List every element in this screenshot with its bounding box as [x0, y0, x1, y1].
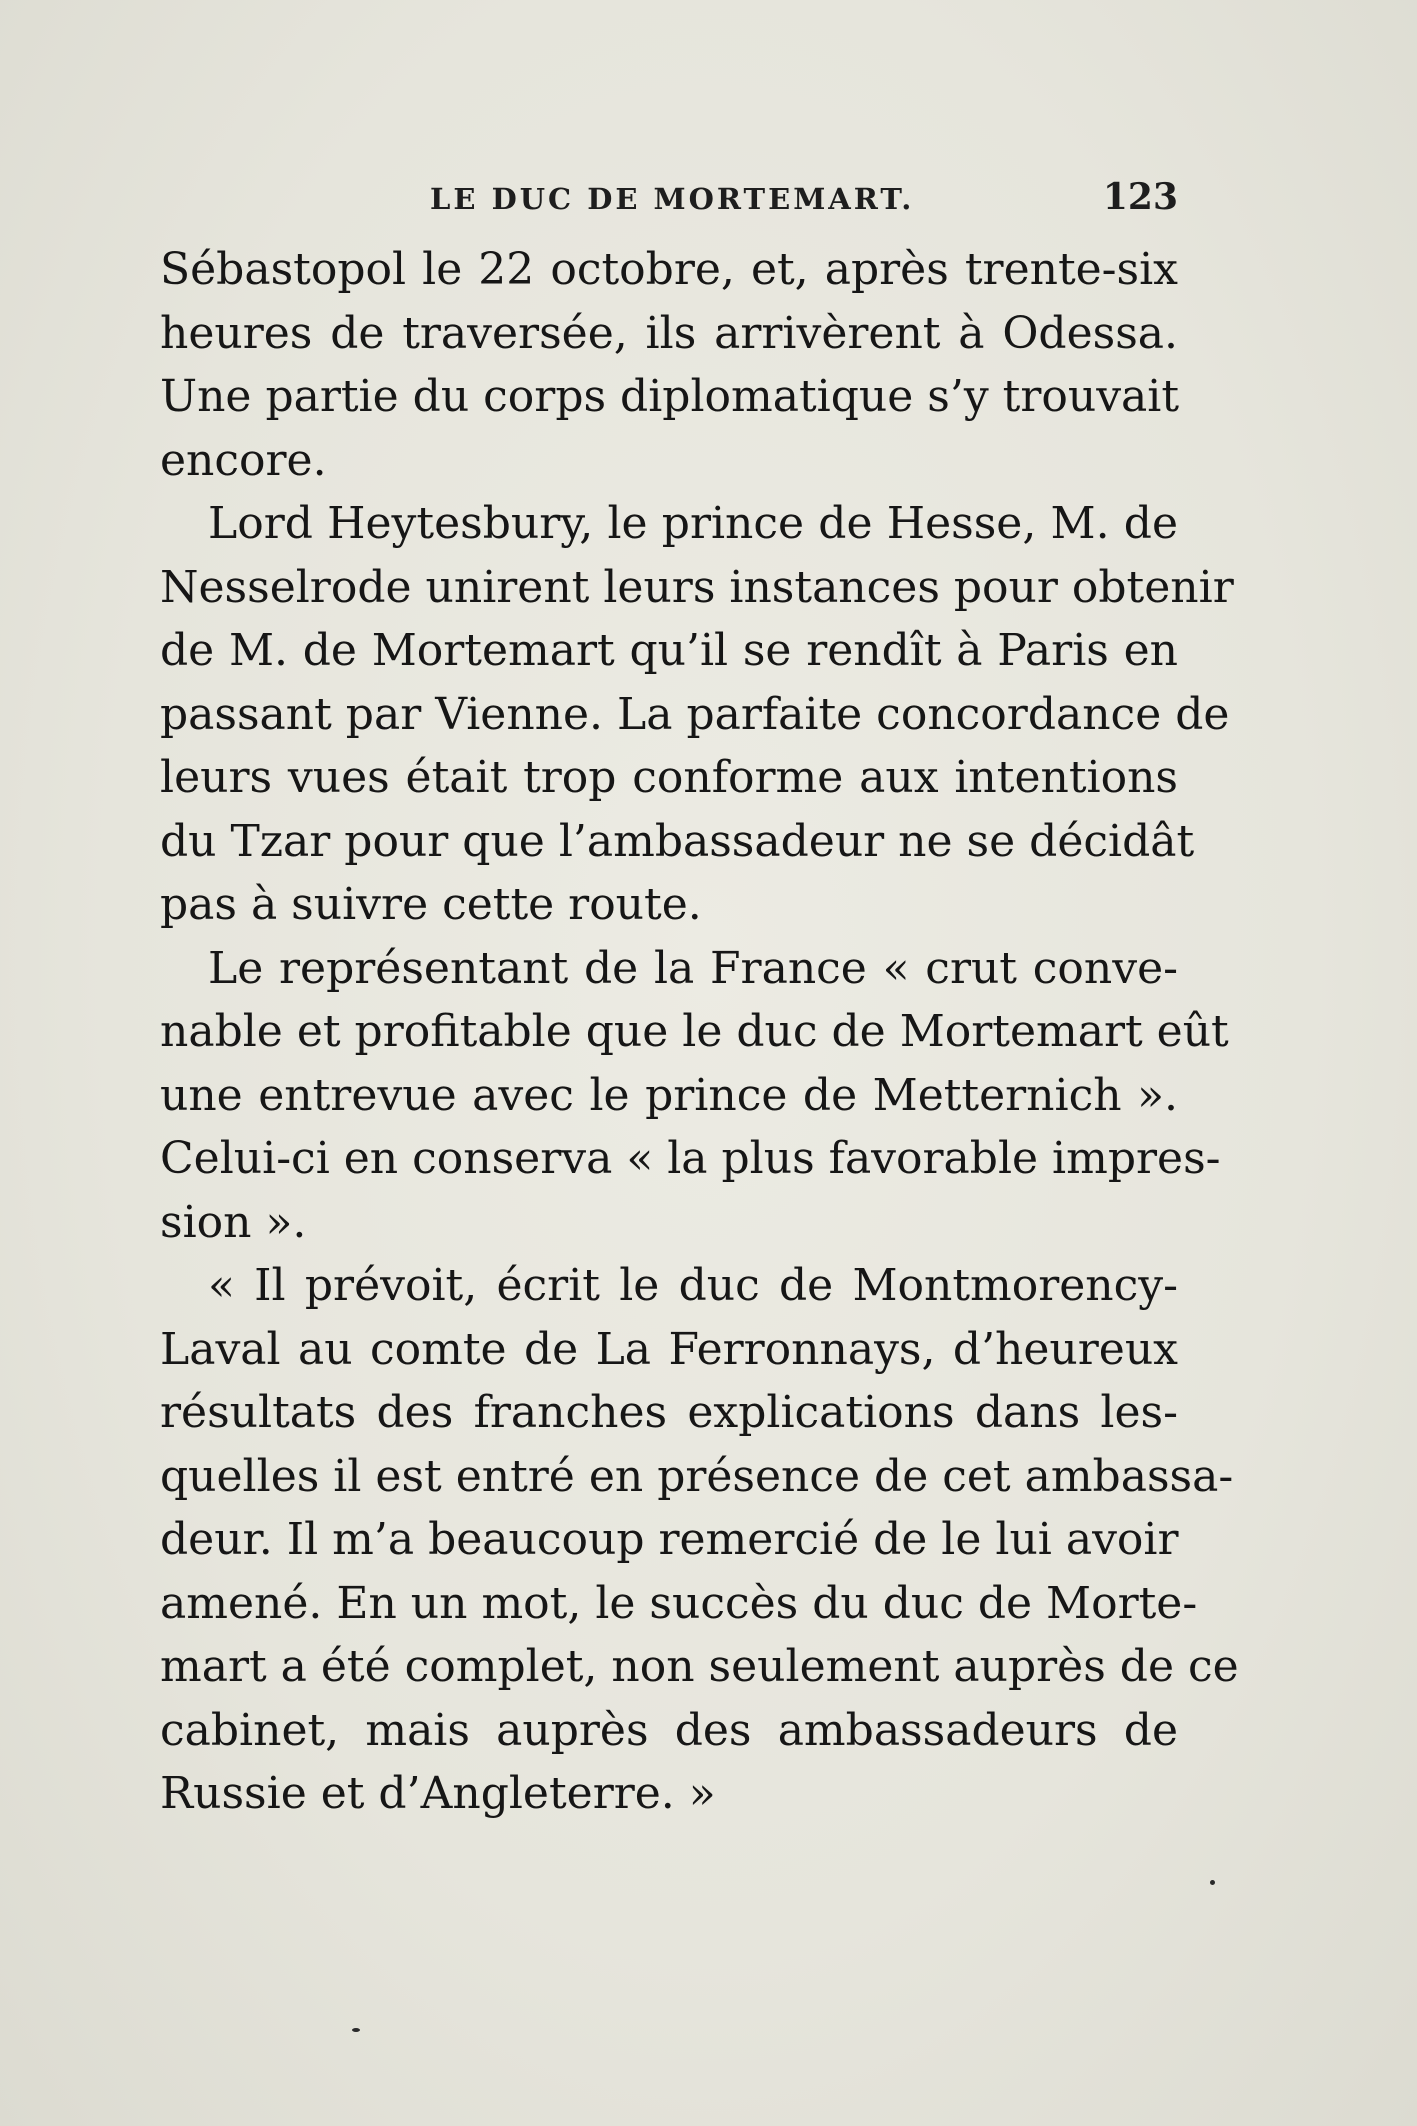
text-line: cabinet, mais auprès des ambassadeurs de [160, 1704, 1178, 1756]
text-line: Le représentant de la France « crut conve- [208, 942, 1178, 994]
paragraph-1 [160, 238, 1178, 492]
text-line: de M. de Mortemart qu’il se rendît à Paris en [160, 625, 1178, 676]
text-line: Nesselrode unirent leurs instances pour obtenir [160, 561, 1234, 613]
text-line: Lord Heytesbury, le prince de Hesse, M. de [208, 498, 1178, 549]
running-head [160, 176, 1178, 222]
text-line: du Tzar pour que l’ambassadeur ne se décidât [160, 815, 1195, 867]
text-line: deur. Il m’a beaucoup remercié de le lui avoir [160, 1514, 1179, 1565]
text-line: une entrevue avec le prince de Metternich ». [160, 1069, 1178, 1121]
text-line: heures de traversée, ils arrivèrent à Odessa. [160, 307, 1178, 359]
paragraph-4 [160, 1254, 1239, 1826]
text-line: Russie et d’Angleterre. » [160, 1768, 716, 1819]
ink-speck [352, 2028, 360, 2032]
text-line: résultats des franches explications dans les- [160, 1387, 1178, 1438]
text-line: leurs vues était trop conforme aux intentions [160, 752, 1178, 803]
ink-speck [1210, 1880, 1215, 1885]
text-line: nable et profitable que le duc de Mortemart eût [160, 1006, 1229, 1057]
text-line: Laval au comte de La Ferronnays, d’heureux [160, 1323, 1178, 1375]
paragraph-2 [160, 492, 1234, 937]
text-line: Une partie du corps diplomatique s’y trouvait [160, 371, 1180, 422]
text-line: mart a été complet, non seulement auprès de ce [160, 1641, 1239, 1692]
text-line: pas à suivre cette route. [160, 879, 702, 930]
paragraph-3 [160, 937, 1229, 1255]
text-line: amené. En un mot, le succès du duc de Morte- [160, 1577, 1198, 1629]
text-line: sion ». [160, 1196, 307, 1248]
text-line: Sébastopol le 22 octobre, et, après trente-six [160, 244, 1178, 295]
text-line: passant par Vienne. La parfaite concordance de [160, 688, 1230, 740]
text-line: « Il prévoit, écrit le duc de Montmorency- [208, 1260, 1178, 1311]
body-text [160, 238, 1239, 1826]
page-number: 123 [1102, 176, 1178, 218]
text-line: Celui-ci en conserva « la plus favorable impres- [160, 1133, 1221, 1184]
running-title: LE DUC DE MORTEMART. [430, 182, 915, 216]
text-line: quelles il est entré en présence de cet ambassa- [160, 1450, 1234, 1502]
text-line: encore. [160, 434, 327, 486]
